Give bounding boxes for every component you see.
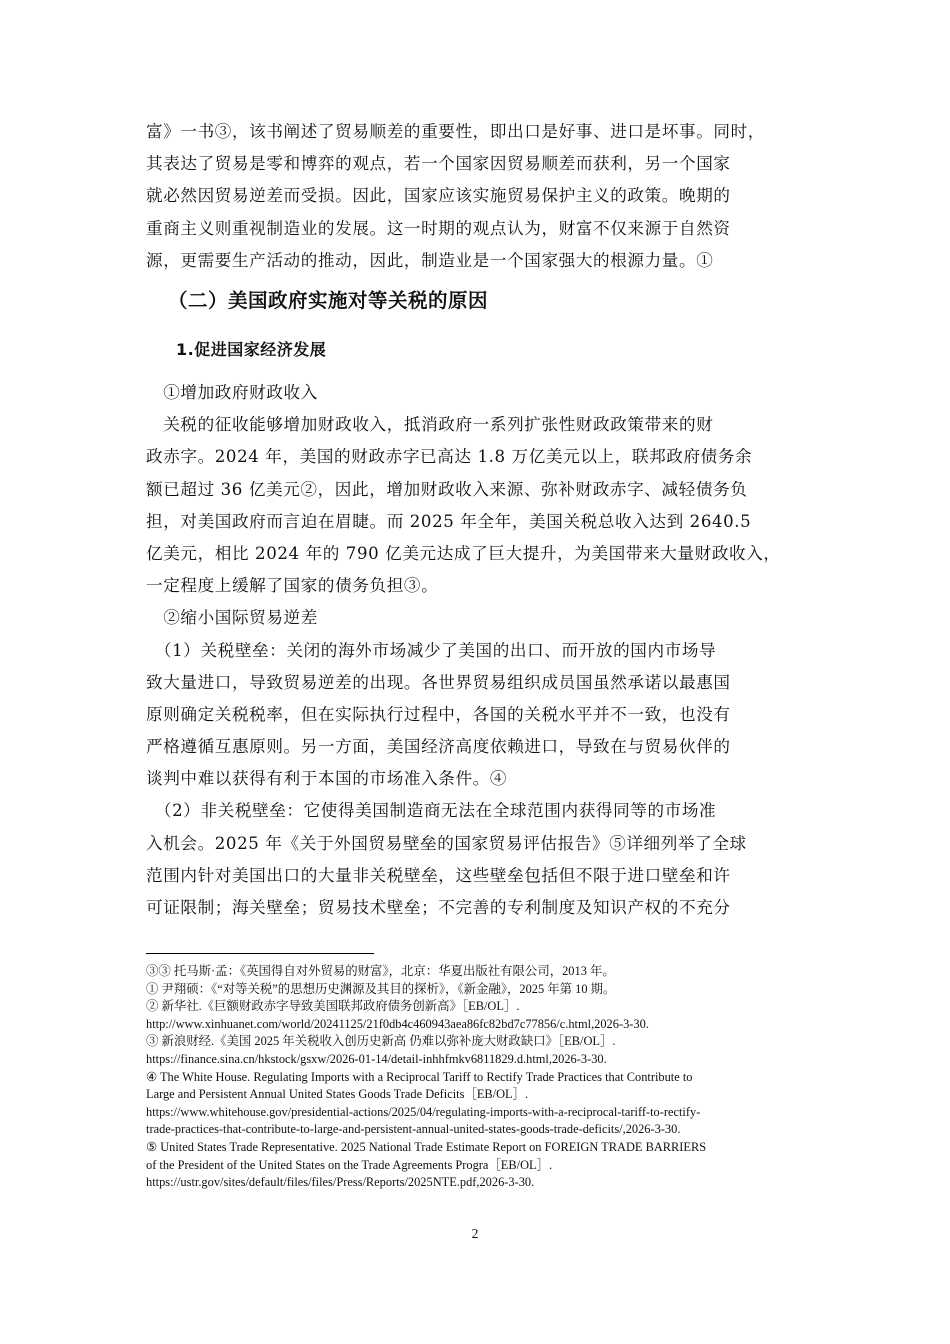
text-line: 严格遵循互惠原则。另一方面，美国经济高度依赖进口，导致在与贸易伙伴的 — [146, 737, 731, 757]
text-line: 就必然因贸易逆差而受损。因此，国家应该实施贸易保护主义的政策。晚期的 — [146, 186, 731, 206]
text-line: （2）非关税壁垒：它使得美国制造商无法在全球范围内获得同等的市场准 — [146, 801, 717, 821]
text-line: 范围内针对美国出口的大量非关税壁垒，这些壁垒包括但不限于进口壁垒和许 — [146, 865, 731, 885]
text-line: 原则确定关税税率，但在实际执行过程中，各国的关税水平并不一致，也没有 — [146, 704, 731, 724]
footnote-line: ② 新华社.《巨额财政赤字导致美国联邦政府债务创新高》［EB/OL］. — [146, 999, 520, 1014]
footnote-line: ① 尹翔硕：《“对等关税”的思想历史渊源及其目的探析》，《新金融》，2025 年第 10 期。 — [146, 981, 616, 996]
text-line: ①增加政府财政收入 — [146, 383, 318, 402]
footnote-line: ④ The White House. Regulating Imports with a Reciprocal Tariff to Rectify Trade Practices that Contribute to — [146, 1069, 693, 1084]
footnotes — [146, 963, 826, 1192]
text-line: 亿美元，相比 2024 年的 790 亿美元达成了巨大提升，为美国带来大量财政收入， — [146, 543, 781, 563]
footnote-line: trade-practices-that-contribute-to-large-and-persistent-annual-united-states-goods-trade-deficits/,2026-3-30. — [146, 1122, 681, 1137]
text-line: 致大量进口，导致贸易逆差的出现。各世界贸易组织成员国虽然承诺以最惠国 — [146, 672, 731, 692]
text-line: 重商主义则重视制造业的发展。这一时期的观点认为，财富不仅来源于自然资 — [146, 218, 731, 238]
subsection-heading: 1.促进国家经济发展 — [176, 340, 327, 359]
text-line: 谈判中难以获得有利于本国的市场准入条件。④ — [146, 769, 508, 789]
text-line: 可证限制；海关壁垒；贸易技术壁垒；不完善的专利制度及知识产权的不充分 — [146, 898, 731, 917]
footnote-line: https://finance.sina.cn/hkstock/gsxw/2026-01-14/detail-inhhfmkv6811829.d.html,2026-3-30. — [146, 1051, 607, 1066]
footnote-line: http://www.xinhuanet.com/world/20241125/21f0db4c460943aea86fc82bd7c77856/c.html,2026-3-30. — [146, 1016, 649, 1031]
text-line: ②缩小国际贸易逆差 — [146, 608, 318, 628]
text-line: 源，更需要生产活动的推动，因此，制造业是一个国家强大的根源力量。① — [146, 250, 714, 270]
text-line: 额已超过 36 亿美元②，因此，增加财政收入来源、弥补财政赤字、减轻债务负 — [146, 479, 748, 499]
footnote-line: ⑤ United States Trade Representative. 2025 National Trade Estimate Report on FOREIGN TRADE BARRIERS — [146, 1139, 707, 1154]
footnote-line: https://www.whitehouse.gov/presidential-actions/2025/04/regulating-imports-with-a-reciprocal-tariff-to-rectify- — [146, 1104, 701, 1119]
text-line: （1）关税壁垒：关闭的海外市场减少了美国的出口、而开放的国内市场导 — [146, 640, 717, 660]
text-line: 富》一书③，该书阐述了贸易顺差的重要性，即出口是好事、进口是坏事。同时， — [146, 122, 765, 141]
footnote-line: of the President of the United States on the Trade Agreements Progra［EB/OL］. — [146, 1157, 553, 1172]
footnote-line: https://ustr.gov/sites/default/files/files/Press/Reports/2025NTE.pdf,2026-3-30. — [146, 1175, 535, 1190]
footnote-separator — [146, 953, 374, 954]
text-line: 一定程度上缓解了国家的债务负担③。 — [146, 576, 439, 596]
text-line: 担，对美国政府而言迫在眉睫。而 2025 年全年，美国关税总收入达到 2640.5 — [146, 511, 752, 531]
main-paragraphs — [146, 377, 806, 924]
footnote-line: Large and Persistent Annual United States Goods Trade Deficits［EB/OL］. — [146, 1087, 529, 1102]
intro-paragraph — [146, 116, 806, 277]
footnote-line: ③ 新浪财经.《美国 2025 年关税收入创历史新高 仍难以弥补庞大财政缺口》［EB/OL］. — [146, 1034, 616, 1049]
text-line: 关税的征收能够增加财政收入，抵消政府一系列扩张性财政政策带来的财 — [146, 415, 714, 435]
text-line: 入机会。2025 年《关于外国贸易壁垒的国家贸易评估报告》⑤详细列举了全球 — [146, 833, 747, 853]
text-line: 其表达了贸易是零和博弈的观点，若一个国家因贸易顺差而获利，另一个国家 — [146, 154, 731, 174]
footnote-line: ③③ 托马斯·孟：《英国得自对外贸易的财富》，北京：华夏出版社有限公司，2013 年。 — [146, 964, 615, 978]
section-heading: （二）美国政府实施对等关税的原因 — [168, 289, 489, 312]
text-line: 政赤字。2024 年，美国的财政赤字已高达 1.8 万亿美元以上，联邦政府债务余 — [146, 447, 753, 467]
page-number: 2 — [471, 1226, 479, 1241]
